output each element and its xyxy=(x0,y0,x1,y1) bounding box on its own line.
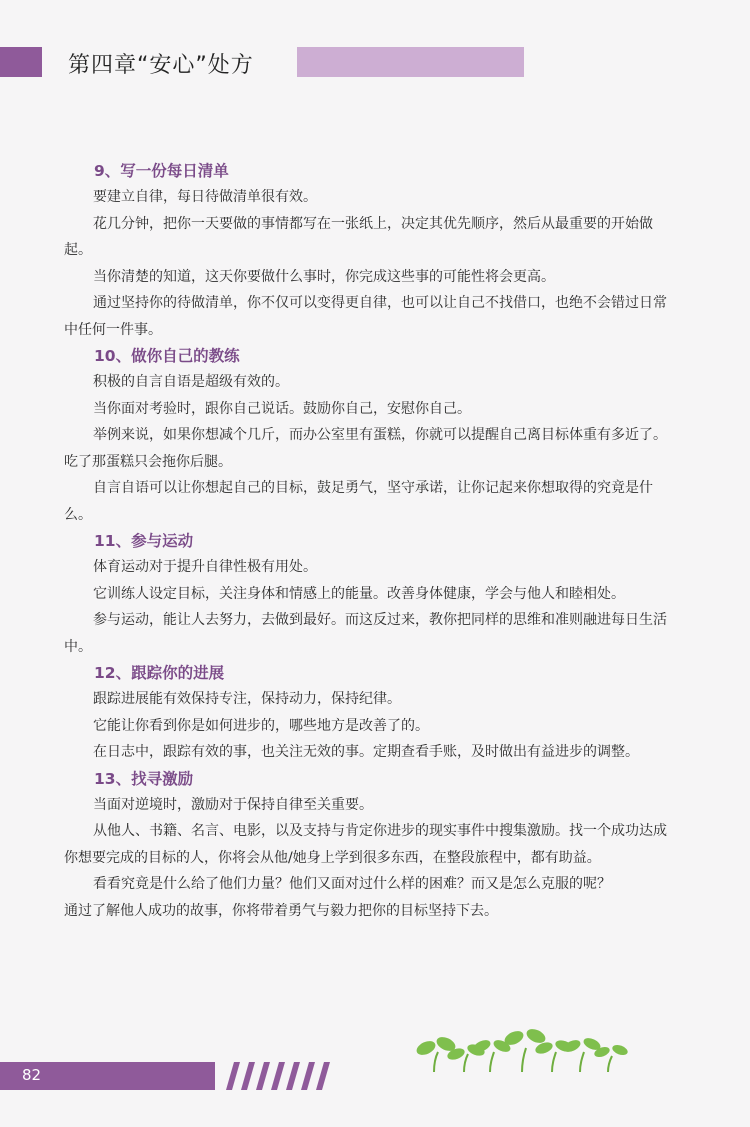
section-heading: 10、做你自己的教练 xyxy=(94,347,240,365)
section-heading: 11、参与运动 xyxy=(94,532,194,550)
section-12 xyxy=(64,660,676,766)
header-accent-block xyxy=(0,47,42,77)
paragraph: 它能让你看到你是如何进步的，哪些地方是改善了的。 xyxy=(93,717,429,734)
paragraph: 积极的自言自语是超级有效的。 xyxy=(93,374,289,390)
paragraph: 参与运动，能让人去努力，去做到最好。而这反过来，教你把同样的思维和准则融进每日生活中。 xyxy=(64,612,667,655)
footer-stripes xyxy=(220,1062,332,1090)
paragraph: 它训练人设定目标，关注身体和情感上的能量。改善身体健康，学会与他人和睦相处。 xyxy=(93,585,625,602)
section-heading: 13、找寻激励 xyxy=(94,769,194,788)
paragraph: 在日志中，跟踪有效的事，也关注无效的事。定期查看手账，及时做出有益进步的调整。 xyxy=(93,744,639,760)
paragraph: 体育运动对于提升自律性极有用处。 xyxy=(93,559,317,575)
section-9 xyxy=(64,158,676,343)
page-number: 82 xyxy=(22,1066,42,1084)
header-accent-bar xyxy=(297,47,524,77)
section-13 xyxy=(64,766,676,925)
paragraph: 看看究竟是什么给了他们力量？他们又面对过什么样的困难？而又是怎么克服的呢？ xyxy=(93,876,611,892)
section-heading: 9、写一份每日清单 xyxy=(94,162,229,180)
paragraph: 要建立自律，每日待做清单很有效。 xyxy=(93,189,317,205)
paragraph: 从他人、书籍、名言、电影，以及支持与肯定你进步的现实事件中搜集激励。找一个成功达成你想要完成的目标的人，你将会从他/她身上学到很多东西，在整段旅程中，都有助益。 xyxy=(64,823,667,866)
paragraph: 花几分钟，把你一天要做的事情都写在一张纸上，决定其优先顺序，然后从最重要的开始做起。 xyxy=(64,215,653,258)
sprouts-icon xyxy=(412,1024,632,1076)
paragraph: 通过坚持你的待做清单，你不仅可以变得更自律，也可以让自己不找借口，也绝不会错过日常中任何一件事。 xyxy=(64,295,667,338)
paragraph: 举例来说，如果你想减个几斤，而办公室里有蛋糕，你就可以提醒自己离目标体重有多近了。吃了那蛋糕只会拖你后腿。 xyxy=(64,427,667,470)
chapter-title: 第四章“安心”处方 xyxy=(68,53,254,78)
paragraph: 当你清楚的知道，这天你要做什么事时，你完成这些事的可能性将会更高。 xyxy=(93,268,555,285)
paragraph: 当面对逆境时，激励对于保持自律至关重要。 xyxy=(93,796,373,813)
paragraph: 当你面对考验时，跟你自己说话。鼓励你自己，安慰你自己。 xyxy=(93,400,471,417)
paragraph: 跟踪进展能有效保持专注，保持动力，保持纪律。 xyxy=(93,691,401,707)
page-content xyxy=(64,158,676,924)
closing-paragraph: 通过了解他人成功的故事，你将带着勇气与毅力把你的目标坚持下去。 xyxy=(64,902,498,919)
section-11 xyxy=(64,528,676,660)
paragraph: 自言自语可以让你想起自己的目标，鼓足勇气，坚守承诺，让你记起来你想取得的究竟是什么。 xyxy=(64,480,653,523)
section-heading: 12、跟踪你的进展 xyxy=(94,664,225,682)
section-10 xyxy=(64,343,676,528)
